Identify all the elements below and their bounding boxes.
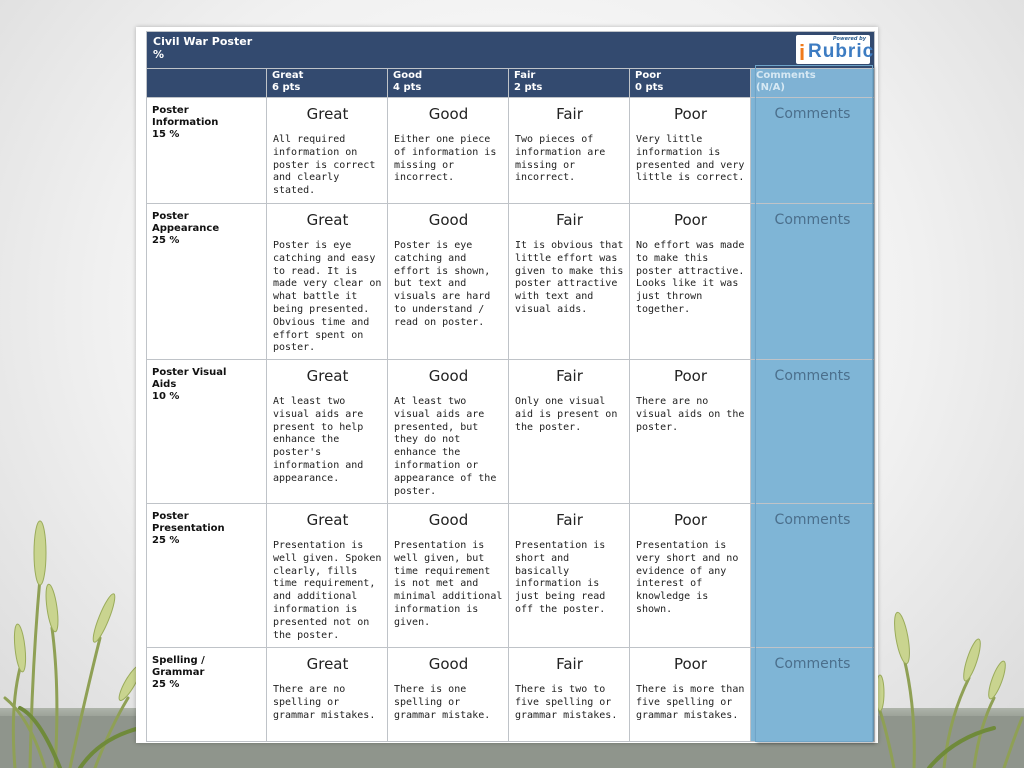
rating-cell[interactable]: Fair There is two to five spelling or grammar mistakes. [509, 648, 630, 742]
rating-cell[interactable]: Great All required information on poster is correct and clearly stated. [267, 98, 388, 204]
rating-cell[interactable]: Poor Very little information is presented and very little is correct. [630, 98, 751, 204]
rating-cell[interactable]: Great Poster is eye catching and easy to read. It is made very clear on what battle it being presented. Obvious time and effort spent on poster. [267, 204, 388, 360]
column-header-poor: Poor 0 pts [630, 69, 751, 98]
irubric-logo[interactable] [796, 35, 875, 65]
criterion-cell: Poster Appearance 25 % [147, 204, 267, 360]
rating-cell[interactable]: Fair It is obvious that little effort was given to make this poster attractive with text and visual aids. [509, 204, 630, 360]
wheat-grass-left-icon [0, 468, 150, 768]
comments-cell[interactable]: Comments [751, 204, 875, 360]
rubric-title: Civil War Poster [153, 35, 253, 48]
column-header-comments: Comments (N/A) [751, 69, 875, 98]
rating-cell[interactable]: Fair Presentation is short and basically information is just being read off the poster. [509, 504, 630, 648]
rating-cell[interactable]: Good At least two visual aids are presented, but they do not enhance the information or appearance of the poster. [388, 360, 509, 504]
column-header-fair: Fair 2 pts [509, 69, 630, 98]
rating-cell[interactable]: Great There are no spelling or grammar mistakes. [267, 648, 388, 742]
logo-rubric-text: Rubric [808, 41, 875, 62]
rating-cell[interactable]: Good Either one piece of information is missing or incorrect. [388, 98, 509, 204]
rating-cell[interactable]: Poor There are no visual aids on the poster. [630, 360, 751, 504]
rating-cell[interactable]: Fair Two pieces of information are missing or incorrect. [509, 98, 630, 204]
rubric-sheet [136, 27, 878, 743]
rating-cell[interactable]: Fair Only one visual aid is present on the poster. [509, 360, 630, 504]
rating-cell[interactable]: Poor Presentation is very short and no evidence of any interest of knowledge is shown. [630, 504, 751, 648]
table-row [147, 504, 875, 648]
rubric-table [146, 31, 875, 742]
column-header-great: Great 6 pts [267, 69, 388, 98]
comments-cell[interactable]: Comments [751, 98, 875, 204]
rating-cell[interactable]: Great At least two visual aids are present to help enhance the poster's information and appearance. [267, 360, 388, 504]
criterion-cell: Poster Presentation 25 % [147, 504, 267, 648]
table-row [147, 360, 875, 504]
rating-cell[interactable]: Poor No effort was made to make this poster attractive. Looks like it was just thrown together. [630, 204, 751, 360]
criterion-cell: Poster Information 15 % [147, 98, 267, 204]
table-row [147, 204, 875, 360]
wheat-grass-right-icon [874, 568, 1024, 768]
table-row [147, 648, 875, 742]
table-row [147, 98, 875, 204]
rating-cell[interactable]: Good Presentation is well given, but time requirement is not met and minimal additional information is given. [388, 504, 509, 648]
rating-cell[interactable]: Great Presentation is well given. Spoken clearly, fills time requirement, and additional information is presented not on the poster. [267, 504, 388, 648]
comments-cell[interactable]: Comments [751, 648, 875, 742]
logo-powered-by: Powered by [832, 36, 866, 42]
logo-i: i [799, 40, 806, 65]
comments-cell[interactable]: Comments [751, 360, 875, 504]
comments-cell[interactable]: Comments [751, 504, 875, 648]
rating-cell[interactable]: Poor There is more than five spelling or grammar mistakes. [630, 648, 751, 742]
rubric-title-percent: % [153, 48, 165, 61]
criterion-cell: Spelling / Grammar 25 % [147, 648, 267, 742]
criterion-cell: Poster Visual Aids 10 % [147, 360, 267, 504]
column-header-good: Good 4 pts [388, 69, 509, 98]
rubric-title-bar [147, 32, 875, 69]
header-blank [147, 69, 267, 98]
rating-cell[interactable]: Good There is one spelling or grammar mistake. [388, 648, 509, 742]
rating-cell[interactable]: Good Poster is eye catching and effort is shown, but text and visuals are hard to understand / read on poster. [388, 204, 509, 360]
